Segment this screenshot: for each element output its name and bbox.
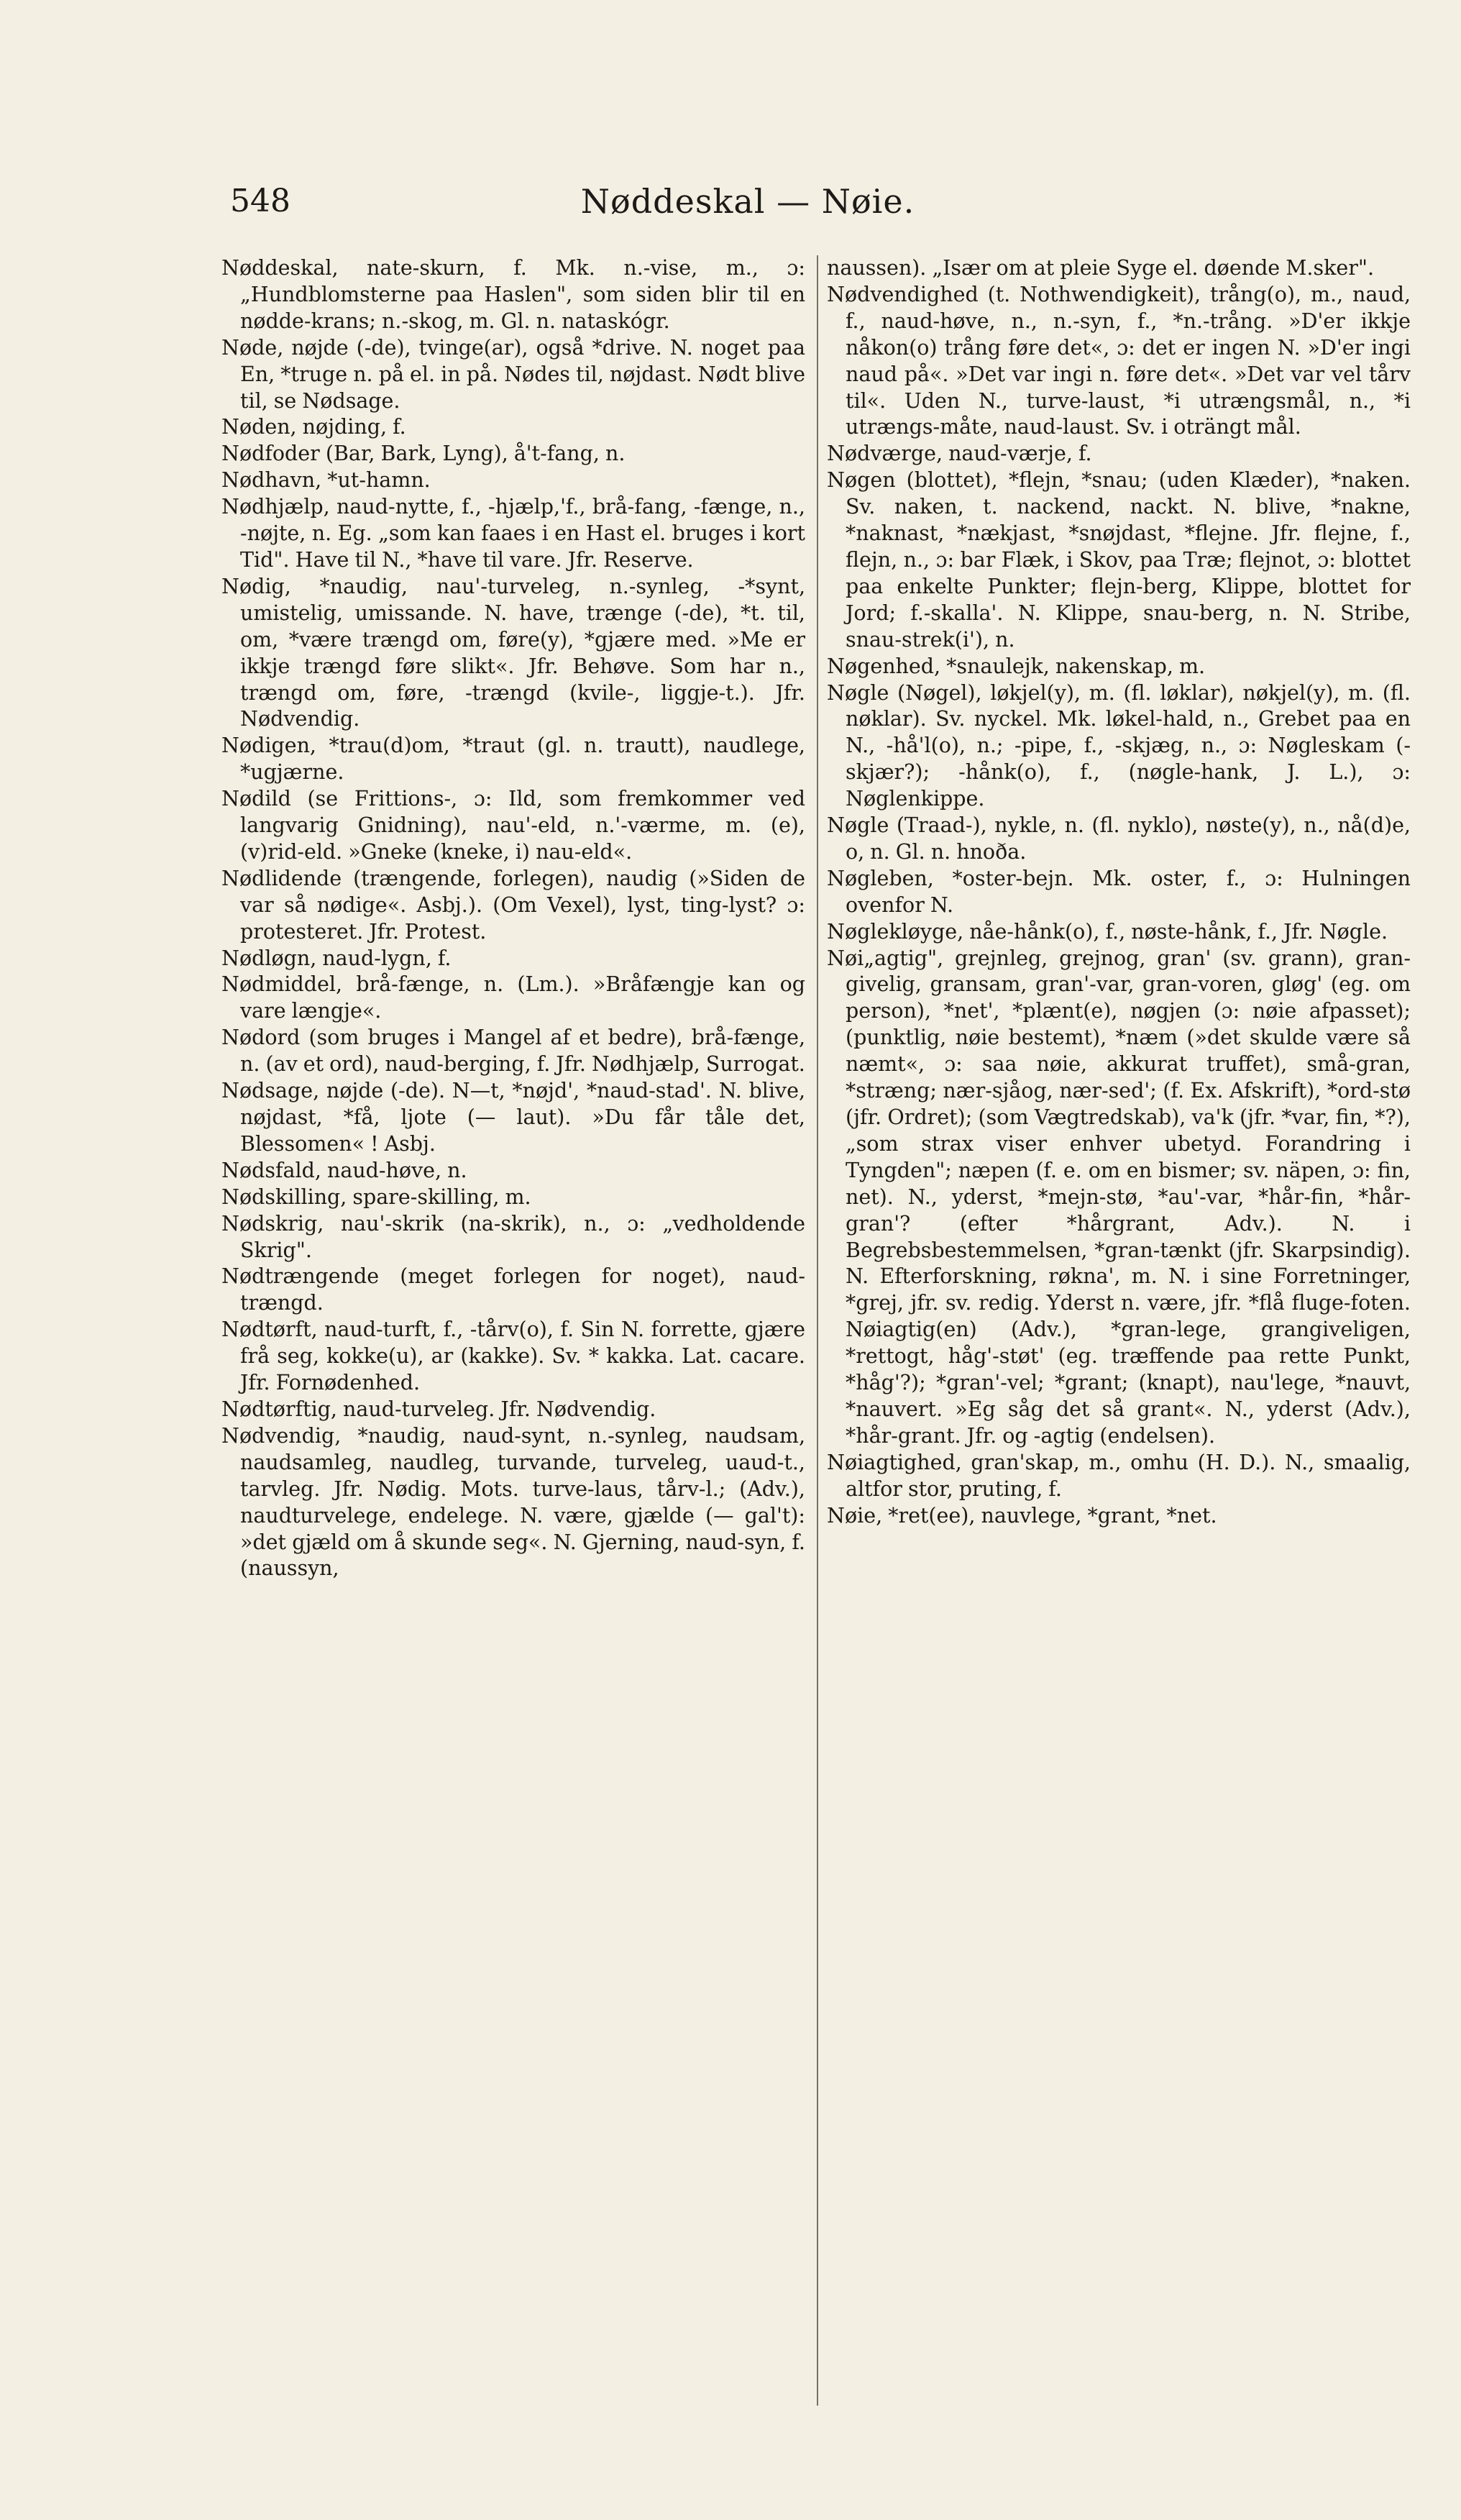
dictionary-entry: naussen). „Især om at pleie Syge el. døende M.sker".: [827, 256, 1375, 280]
dictionary-entry: Nøgen (blottet), *flejn, *snau; (uden Klæder), *naken. Sv. naken, t. nackend, nackt. N. blive, *nakne, *naknast, *nækjast, *snøjdast, *flejne. Jfr. flejne, f., flejn, n., ɔ: bar Flæk, i Skov, paa Træ; flejnot, ɔ: blottet paa enkelte Punkter; flejn-berg, Klippe, blottet for Jord; f.-skalla'. N. Klippe, snau-berg, n. N. Stribe, snau-strek(i'), n.: [827, 468, 1411, 652]
dictionary-entry: Nøde, nøjde (-de), tvinge(ar), også *drive. N. noget paa En, *truge n. på el. in på. Nødes til, nøjdast. Nødt blive til, se Nødsage.: [221, 335, 805, 413]
running-head: Nøddeskal — Nøie.: [580, 182, 915, 221]
dictionary-entry: Nødmiddel, brå-fænge, n. (Lm.). »Bråfængje kan og vare længje«.: [221, 972, 805, 1023]
dictionary-entry: Nødigen, *trau(d)om, *traut (gl. n. trautt), naudlege, *ugjærne.: [221, 734, 805, 785]
page-number: 548: [230, 183, 290, 219]
dictionary-entry: Nødtørft, naud-turft, f., -tårv(o), f. Sin N. forrette, gjære frå seg, kokke(u), ar (kakke). Sv. * kakka. Lat. cacare. Jfr. Fornødenhed.: [221, 1318, 805, 1395]
dictionary-entry: Nødig, *naudig, nau'-turveleg, n.-synleg, -*synt, umistelig, umissande. N. have, trænge (-de), *t. til, om, *være trængd om, føre(y), *gjære med. »Me er ikkje trængd føre slikt«. Jfr. Behøve. Som har n., trængd om, føre, -trængd (kvile-, liggje-t.). Jfr. Nødvendig.: [221, 574, 805, 731]
dictionary-entry: Nødord (som bruges i Mangel af et bedre), brå-fænge, n. (av et ord), naud-berging, f. Jfr. Nødhjælp, Surrogat.: [221, 1026, 805, 1077]
dictionary-entry: Nødskilling, spare-skilling, m.: [221, 1184, 531, 1209]
dictionary-entry: Nøgle (Nøgel), løkjel(y), m. (fl. løklar), nøkjel(y), m. (fl. nøklar). Sv. nyckel. Mk. løkel-hald, n., Grebet paa en N., -hå'l(o), n.; -pipe, f., -skjæg, n., ɔ: Nøgleskam (-skjær?); -hånk(o), f., (nøgle-hank, J. L.), ɔ: Nøglenkippe.: [827, 680, 1411, 811]
dictionary-entry: Nødtørftig, naud-turveleg. Jfr. Nødvendig.: [221, 1397, 656, 1421]
dictionary-entry: Nøddeskal, nate-skurn, f. Mk. n.-vise, m., ɔ: „Hundblomsterne paa Haslen", som siden blir til en nødde-krans; n.-skog, m. Gl. n. nataskógr.: [221, 256, 805, 333]
page-header: [230, 180, 1265, 230]
dictionary-entry: Nødsage, nøjde (-de). N—t, *nøjd', *naud-stad'. N. blive, nøjdast, *få, ljote (— laut). »Du får tåle det, Blessomen« ! Asbj.: [221, 1079, 805, 1156]
dictionary-entry: Nødhjælp, naud-nytte, f., -hjælp,'f., brå-fang, -fænge, n., -nøjte, n. Eg. „som kan faaes i en Hast el. bruges i kort Tid". Have til N., *have til vare. Jfr. Reserve.: [221, 495, 805, 572]
dictionary-entry: Nøi„agtig", grejnleg, grejnog, gran' (sv. grann), gran-givelig, gransam, gran'-var, gran-voren, gløg' (eg. om person), *net', *plænt(e), nøgjen (ɔ: nøie afpasset); (punktlig, nøie bestemt), *næm (»det skulde være så næmt«, ɔ: saa nøie, akkurat truffet), små-gran, *stræng; nær-sjåog, nær-sed'; (f. Ex. Afskrift), *ord-stø (jfr. Ordret); (som Vægtredskab), va'k (jfr. *var, fin, *?), „som strax viser enhver ubetyd. Forandring i Tyngden"; næpen (f. e. om en bismer; sv. näpen, ɔ: fin, net). N., yderst, *mejn-stø, *au'-var, *hår-fin, *hår-gran'? (efter *hårgrant, Adv.). N. i Begrebsbestemmelsen, *gran-tænkt (jfr. Skarpsindig). N. Efterforskning, røkna', m. N. i sine Forretninger, *grej, jfr. sv. redig. Yderst n. være, jfr. *flå fluge-foten. Nøiagtig(en) (Adv.), *gran-lege, grangiveligen, *rettogt, håg'-støt' (eg. træffende paa rette Punkt, *håg'?); *gran'-vel; *grant; (knapt), nau'lege, *nauvt, *nauvert. »Eg såg det så grant«. N., yderst (Adv.), *hår-grant. Jfr. og -agtig (endelsen).: [827, 946, 1411, 1448]
dictionary-entry: Nødlidende (trængende, forlegen), naudig (»Siden de var så nødige«. Asbj.). (Om Vexel), lyst, ting-lyst? ɔ: protesteret. Jfr. Protest.: [221, 866, 805, 944]
dictionary-entry: Nøgle (Traad-), nykle, n. (fl. nyklo), nøste(y), n., nå(d)e, o, n. Gl. n. hnoða.: [827, 813, 1411, 864]
dictionary-entry: Nøden, nøjding, f.: [221, 415, 406, 439]
dictionary-entry: Nøglekløyge, nåe-hånk(o), f., nøste-hånk, f., Jfr. Nøgle.: [827, 919, 1388, 944]
dictionary-entry: Nødløgn, naud-lygn, f.: [221, 946, 452, 970]
dictionary-entry: Nødhavn, *ut-hamn.: [221, 468, 431, 493]
dictionary-entry: Nødtrængende (meget forlegen for noget), naud-trængd.: [221, 1264, 805, 1315]
dictionary-entry: Nøgenhed, *snaulejk, nakenskap, m.: [827, 654, 1206, 678]
dictionary-entry: Nødfoder (Bar, Bark, Lyng), å't-fang, n.: [221, 442, 626, 466]
dictionary-entry: Nødvendighed (t. Nothwendigkeit), trång(o), m., naud, f., naud-høve, n., n.-syn, f., *n.-trång. »D'er ikkje nåkon(o) trång føre det«, ɔ: det er ingen N. »D'er ingi naud på«. »Det var ingi n. føre det«. »Det var vel tårv til«. Uden N., turve-laust, *i utrængsmål, n., *i utrængs-måte, naud-laust. Sv. i oträngt mål.: [827, 282, 1411, 439]
dictionary-entry: Nødvendig, *naudig, naud-synt, n.-synleg, naudsam, naudsamleg, naudleg, turvande, turveleg, uaud-t., tarvleg. Jfr. Nødig. Mots. turve-laus, tårv-l.; (Adv.), naudturvelege, endelege. N. være, gjælde (— gal't): »det gjæld om å skunde seg«. N. Gjerning, naud-syn, f. (naussyn,: [221, 1423, 805, 1581]
left-column: [221, 255, 805, 2449]
dictionary-entry: Nødsfald, naud-høve, n.: [221, 1158, 467, 1182]
dictionary-entry: Nødild (se Frittions-, ɔ: Ild, som fremkommer ved langvarig Gnidning), nau'-eld, n.'-værme, m. (e), (v)rid-eld. »Gneke (kneke, i) nau-eld«.: [221, 787, 805, 864]
dictionary-entry: Nøiagtighed, gran'skap, m., omhu (H. D.). N., smaalig, altfor stor, pruting, f.: [827, 1450, 1411, 1501]
dictionary-entry: Nødværge, naud-værje, f.: [827, 442, 1092, 466]
dictionary-entry: Nødskrig, nau'-skrik (na-skrik), n., ɔ: „vedholdende Skrig".: [221, 1211, 805, 1262]
right-column: [827, 255, 1411, 2449]
dictionary-entry: Nøie, *ret(ee), nauvlege, *grant, *net.: [827, 1503, 1217, 1528]
column-divider: [817, 255, 818, 2406]
dictionary-entry: Nøgleben, *oster-bejn. Mk. oster, f., ɔ: Hulningen ovenfor N.: [827, 866, 1411, 917]
